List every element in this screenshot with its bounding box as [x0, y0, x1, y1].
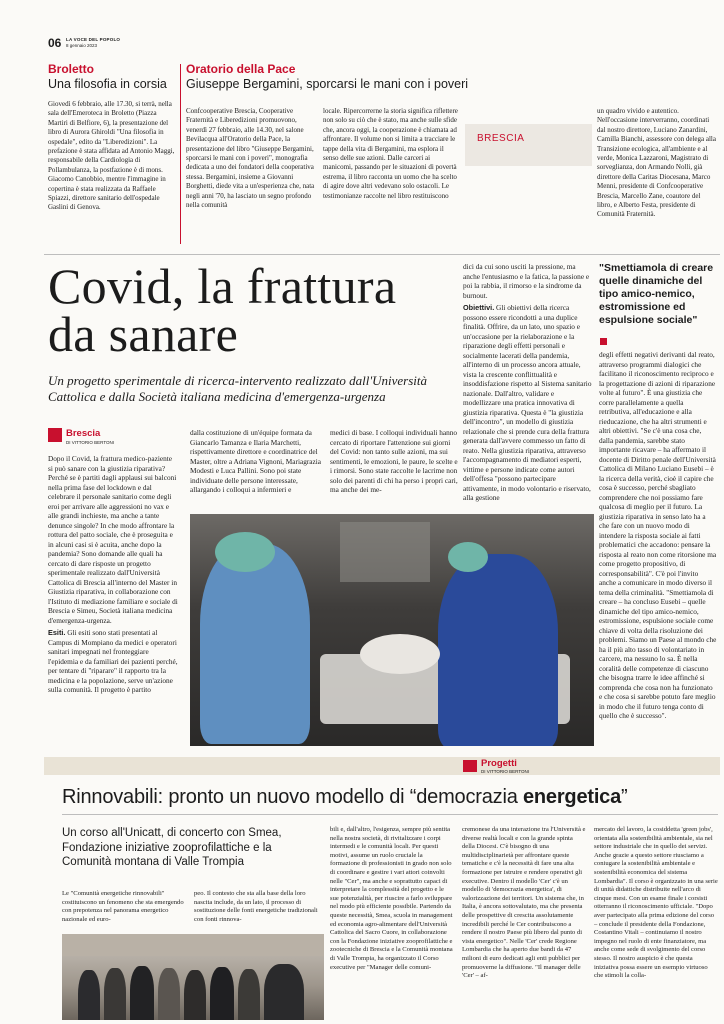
- page-number: 06: [48, 36, 62, 50]
- covid-col4: [463, 262, 593, 512]
- photo-patient: [360, 634, 440, 674]
- rinnovabili-headline-c: ”: [621, 786, 628, 808]
- rinnovabili-headline-a: Rinnovabili: pronto un nuovo modello di “democrazia: [62, 786, 523, 808]
- rinnovabili-col4: cremonese da una interazione tra l'Università e diverse realtà locali e con la grande spinta della Diocesi. C'è bisogno di una multidisciplinarietà per affrontare queste tematiche e c'è la necessità di fare una alta formazione per istruire e rendere operativi gli executive. Dentro il modello 'Cer' c'è un modello di 'democrazia energetica', di valorizzazione dei territori. Un sistema che, in Italia, è ancora sottovalutato, ma che presenta delle prospettive di crescita assolutamente incredibili perché le Cer contribuiscono a rendere il nostro Paese più libero dal punto di vista energetico". Nelle 'Cer' crede Regione Lombardia che ha aperto due bandi da 47 milioni di euro dedicati agli enti pubblici per promuoverne la diffusione. "Il manager delle 'Cer' – af-: [462, 826, 586, 980]
- covid-city: Brescia: [66, 428, 101, 439]
- column-divider: [180, 64, 181, 244]
- masthead: LA VOCE DEL POPOLO: [66, 37, 121, 42]
- covid-col2: dalla costituzione di un'équipe formata da Giancarlo Tamanza e Ilaria Marchetti, rispettivamente direttore e coordinatrice del Master, oltre a Adriana Vignoni, Mariagrazia Modesti e Luca Pallini. Sono poi state individuate delle persone interessate, allargando i colloqui a infermieri e: [190, 428, 322, 494]
- rinnovabili-col5: mercato del lavoro, la cosiddetta 'green jobs', orientata alla sostenibilità ambientale, sia nel settore industriale che in quello dei servizi. Anche grazie a questo settore riusciamo a coniugare la sostenibilità ambientale e sostenibilità economica del sistema Lombardia". Il corso è organizzato in una serie di unità didattiche distribuite nell'arco di cinque mesi. Con un esame finale i corsisti otterranno il riconoscimento ufficiale. "Dopo aver partecipato alla prima edizione del corso – conclude il presidente della Fondazione, Costantino Vitali – continuiamo il nostro impegno nel ruolo di ente finanziatore, ma anche come sede di svolgimento del corso stesso. Il nostro auspicio è che questa iniziativa possa essere un esempio virtuoso che stimoli la colla-: [594, 826, 718, 980]
- pull-quote: "Smettiamola di creare quelle dinamiche del tipo amico-nemico, estromissione ed espulsione sociale": [599, 262, 714, 326]
- covid-headline-line2: da sanare: [48, 306, 239, 362]
- rinnovabili-col3: bili e, dall'altro, l'esigenza, sempre più sentita nella nostra società, di rivitalizzare i corpi intermedi e le comunità locali. Per questi motivi, assume un ruolo cruciale la formazione di professionisti in grado non solo di coordinare e gestire i vari attori coinvolti nelle "Cer", ma anche e soprattutto capaci di interpretare la complessità del progetto e le sue potenzialità, per riuscire a farlo sviluppare nel modo più efficiente possibile. Partendo da queste necessità, Smea, scuola in management ed economia agro-alimentare dell'Università Cattolica del Sacro Cuore, in collaborazione con la Fondazione iniziative zooprofilattiche e zootecniche di Brescia e la Comunità montana di Valle Trompia, ha organizzato il Corso executive per "Manager delle comuni-: [330, 826, 453, 971]
- headline-underline: [62, 814, 718, 815]
- photo-person-5: [184, 970, 206, 1020]
- covid-col1-text: Dopo il Covid, la frattura medico-paziente si può sanare con la giustizia riparativa? Perché se è partiti dagli applausi sui balconi nella prima fase del lockdown e dal celebrare il personale sanitario come degli eroi per arrivare alle aggressioni no vax e alle grandi inchieste, ma anche a tante denunce singole? In che modo affrontare la rottura del patto sociale, che è proseguita e in alcuni casi si è acuita, anche dopo la pandemia? Sono domande alle quali ha cercato di dare risposte un progetto sperimentale realizzato dall'Università Cattolica di Brescia all'interno del Master in Giustizia riparativa, in collaborazione con l'Istituto di mediazione familiare e sociale di Brescia e Simeu, Società italiana medicina d'emergenza-urgenza.: [48, 454, 178, 625]
- photo-person-3: [130, 966, 154, 1020]
- covid-headline-line1: Covid, la frattura: [48, 258, 397, 314]
- rinnovabili-headline: [62, 785, 718, 809]
- covid-esiti-lead: Esiti.: [48, 628, 66, 637]
- rinnovabili-col2: peo. Il contesto che sta alla base della loro nascita include, da un lato, il processo di sostituzione delle fonti energetiche tradizionali con fonti rinnova-: [194, 890, 318, 923]
- issue-date: 8 gennaio 2023: [66, 43, 98, 48]
- photo-person-7: [238, 969, 260, 1020]
- covid-col4-text: dici da cui sono usciti la pressione, ma anche l'entusiasmo e la fatica, la passione e poi la rabbia, il rimorso e la sindrome da burnout.: [463, 262, 590, 300]
- photo-person-2: [104, 968, 126, 1020]
- covid-col5: degli effetti negativi derivanti dal reato, attraverso programmi dialogici che facilitano il riconoscimento reciproco e la progettazione di azioni di riparazione volte al futuro". È una giustizia che corre parallelamente a quella retributiva, all'educazione e alla rieducazione, che ha altri strumenti e altri obiettivi. "Se c'è una cosa che, dalla pandemia, sarebbe stato importante ricavare – ha affermato il docente di Diritto penale dell'Università Cattolica di Milano Luciano Eusebi – è la ricerca della verità, cioè il capire che cosa è successo, perché sbagliato comprendere che noi possiamo fare qualcosa di meglio per il futuro. La giustizia riparativa in senso lato ha a che fare con un nuovo modo di intendere la risposta sociale ai fatti problematici che accadono: pensare la risposta al reato non come ritorsione ma come progetto propositivo, di corresponsabilità". C'è poi l'invito anche a comunicare in modo diverso il tema della criminalità. "Smettiamola di creare – ha concluso Eusebi – quelle dinamiche del tipo amico-nemico, estromissione, espulsione sociale come chiave di volta della risoluzione dei problemi. Siamo un Paese al mondo che ha il più alto tasso di volontariato in carcere, ma nessuno lo sa. È nella coralità delle competenze di ciascuno che bisogna trarre le idee affinché si comprenda che cosa non ha funzionato e che cosa si sarebbe potuto fare meglio in modo che il futuro tenga conto di quello che è successo".: [599, 350, 717, 720]
- covid-esiti-text: Gli esiti sono stati presentati al Campus di Mompiano da medici e operatori sanitari impegnati nel fronteggiare l'epidemia e da familiari dei pazienti perché, per tentare di "riparare" il rapporto tra la medicina e la popolazione, serve un'azione sulla comunità. Il progetto è partito: [48, 628, 178, 694]
- section-band-marker: [463, 760, 477, 772]
- oratorio-col3: un quadro vivido e autentico. Nell'occasione interverranno, coordinati dal nostro direttore, Luciano Zanardini, Camilla Bianchi, assessore con delega alla Transizione ecologica, all'ambiente e al verde, Monica Lazzaroni, Magistrato di sorveglianza, don Armando Nolli, già direttore della Caritas Diocesana, Marco Menni, presidente di Confcooperative Brescia, Marcello Zane, coautore del libro, e Alberto Festa, presidente di Comunità Fraternità.: [597, 107, 716, 219]
- covid-byline: DI VITTORIO BERTONI: [66, 440, 115, 445]
- broletto-title: Una filosofia in corsia: [48, 77, 167, 91]
- covid-obiettivi-text: Gli obiettivi della ricerca possono essere ricondotti a una duplice finalità. Offrire, da un lato, uno spazio e un'occasione per la rielaborazione e la riparazione degli effetti personali e socialmente lacerati della pandemia, all'interno di un processo ancora attuale, vista la crescente conflittualità e insoddisfazione rispetto al Sistema sanitario nazionale. Dall'altro, validare e modellizzare una pratica innovativa di giustizia riparativa. Questa è "la giustizia dell'incontro", un modello di giustizia relazionale che si prende cura della frattura generata dall'avvere commesso un fatto di reato. Nella giustizia riparativa, attraverso l'accompagnamento di mediatori esperti, vittime e persone indicate come autori dell'offesa "possono partecipare attivamente, in modo volontario e riservato, alla gestione: [463, 303, 592, 502]
- broletto-body: Giovedì 6 febbraio, alle 17.30, si terrà, nella sala dell'Emeroteca in Broletto (Piazza Martiri di Belfiore, 6), la presentazione del libro di Aurora Ghiroldi "Una filosofia in ospedale", edito da "Liberedizioni". La prefazione è stata affidata ad Antonio Maggi, responsabile della Cardiologia di Pollambulanza, la postfazione è di mons. Giacomo Canobbio, mentre l'immagine in copertina è stata realizzata da Raffaele Spiazzi, direttore sanitario dell'ospedale Gaslini di Genova.: [48, 100, 175, 212]
- rinnovabili-subtitle: Un corso all'Unicatt, di concerto con Smea, Fondazione iniziative zooprofilattiche e la Comunità montana di Valle Trompia: [62, 827, 282, 868]
- photo-person-4: [158, 968, 180, 1020]
- oratorio-kicker: Oratorio della Pace: [186, 62, 296, 76]
- photo-person-8: [264, 964, 304, 1020]
- covid-obiettivi-lead: Obiettivi.: [463, 303, 495, 312]
- photo-nurse-right: [438, 554, 558, 746]
- covid-subtitle: Un progetto sperimentale di ricerca-intervento realizzato dall'Università Cattolica e dalla Società italiana medicina d'emergenza-urgenza: [48, 373, 427, 404]
- photo-nurse-right-cap: [448, 542, 488, 572]
- photo-nurse-left: [200, 544, 310, 744]
- broletto-article: [48, 62, 176, 252]
- brescia-tag-band: [465, 124, 592, 166]
- section-band: [44, 757, 720, 775]
- covid-col1: [48, 454, 178, 744]
- covid-col3: medici di base. I colloqui individuali hanno cercato di riportare l'attenzione sui giorni del Covid: non tanto sulle azioni, ma sui sentimenti, le emozioni, le paure, le scelte e i rimorsi. Sono state raccolte le lacrime non solo dei parenti di chi ha perso i propri cari, ma anche dei me-: [330, 428, 458, 494]
- covid-headline: [48, 258, 464, 362]
- section-separator: [44, 254, 720, 255]
- brescia-tag: BRESCIA: [477, 133, 525, 144]
- group-photo: [62, 934, 324, 1020]
- oratorio-col1: Confcooperative Brescia, Cooperative Fraternità e Liberedizioni promuovono, venerdì 27 febbraio, alle 14.30, nel salone Bevilacqua all'Oratorio della Pace, la presentazione del libro "Giuseppe Bergamini, sporcarsi le mani con i poveri", monografia dedicata a uno dei fondatori della cooperativa stessa. Bergamini, insieme a Giovanni Borghetti, diede vita a un'esperienza che, nata negli anni '70, ha lasciato un segno profondo nella comunità: [186, 107, 315, 210]
- oratorio-title: Giuseppe Bergamini, sporcarsi le mani con i poveri: [186, 77, 469, 91]
- photo-banner: [62, 934, 324, 956]
- projects-section: Progetti: [481, 758, 517, 769]
- rinnovabili-col1: Le "Comunità energetiche rinnovabili" costituiscono un fenomeno che sta emergendo con prepotenza nel panorama energetico nazionale ed euro-: [62, 890, 184, 923]
- broletto-kicker: Broletto: [48, 62, 94, 76]
- rinnovabili-headline-b: energetica: [522, 786, 622, 808]
- icu-photo: [190, 514, 594, 746]
- page-header: [48, 36, 718, 50]
- photo-person-6: [210, 967, 234, 1020]
- byline-marker: [48, 428, 62, 442]
- oratorio-col2: locale. Ripercorrerne la storia significa riflettere non solo su ciò che è stato, ma anche sulle sfide che, ancora oggi, la cooperazione è chiamata ad affrontare. Il volume non si limita a tracciare le tappe della vita di Bergamini, ma esplora il senso delle sue azioni. Dalle carceri ai manicomi, passando per le situazioni di povertà estrema, il libro racconta un uomo che ha scelto di agire dove altri vedevano solo ostacoli. Le testimonianze raccolte nel libro restituiscono: [323, 107, 458, 200]
- photo-monitor: [340, 522, 430, 582]
- quote-marker: [600, 338, 607, 345]
- photo-person-1: [78, 970, 100, 1020]
- photo-nurse-left-cap: [215, 532, 275, 572]
- projects-byline: DI VITTORIO BERTONI: [481, 769, 530, 774]
